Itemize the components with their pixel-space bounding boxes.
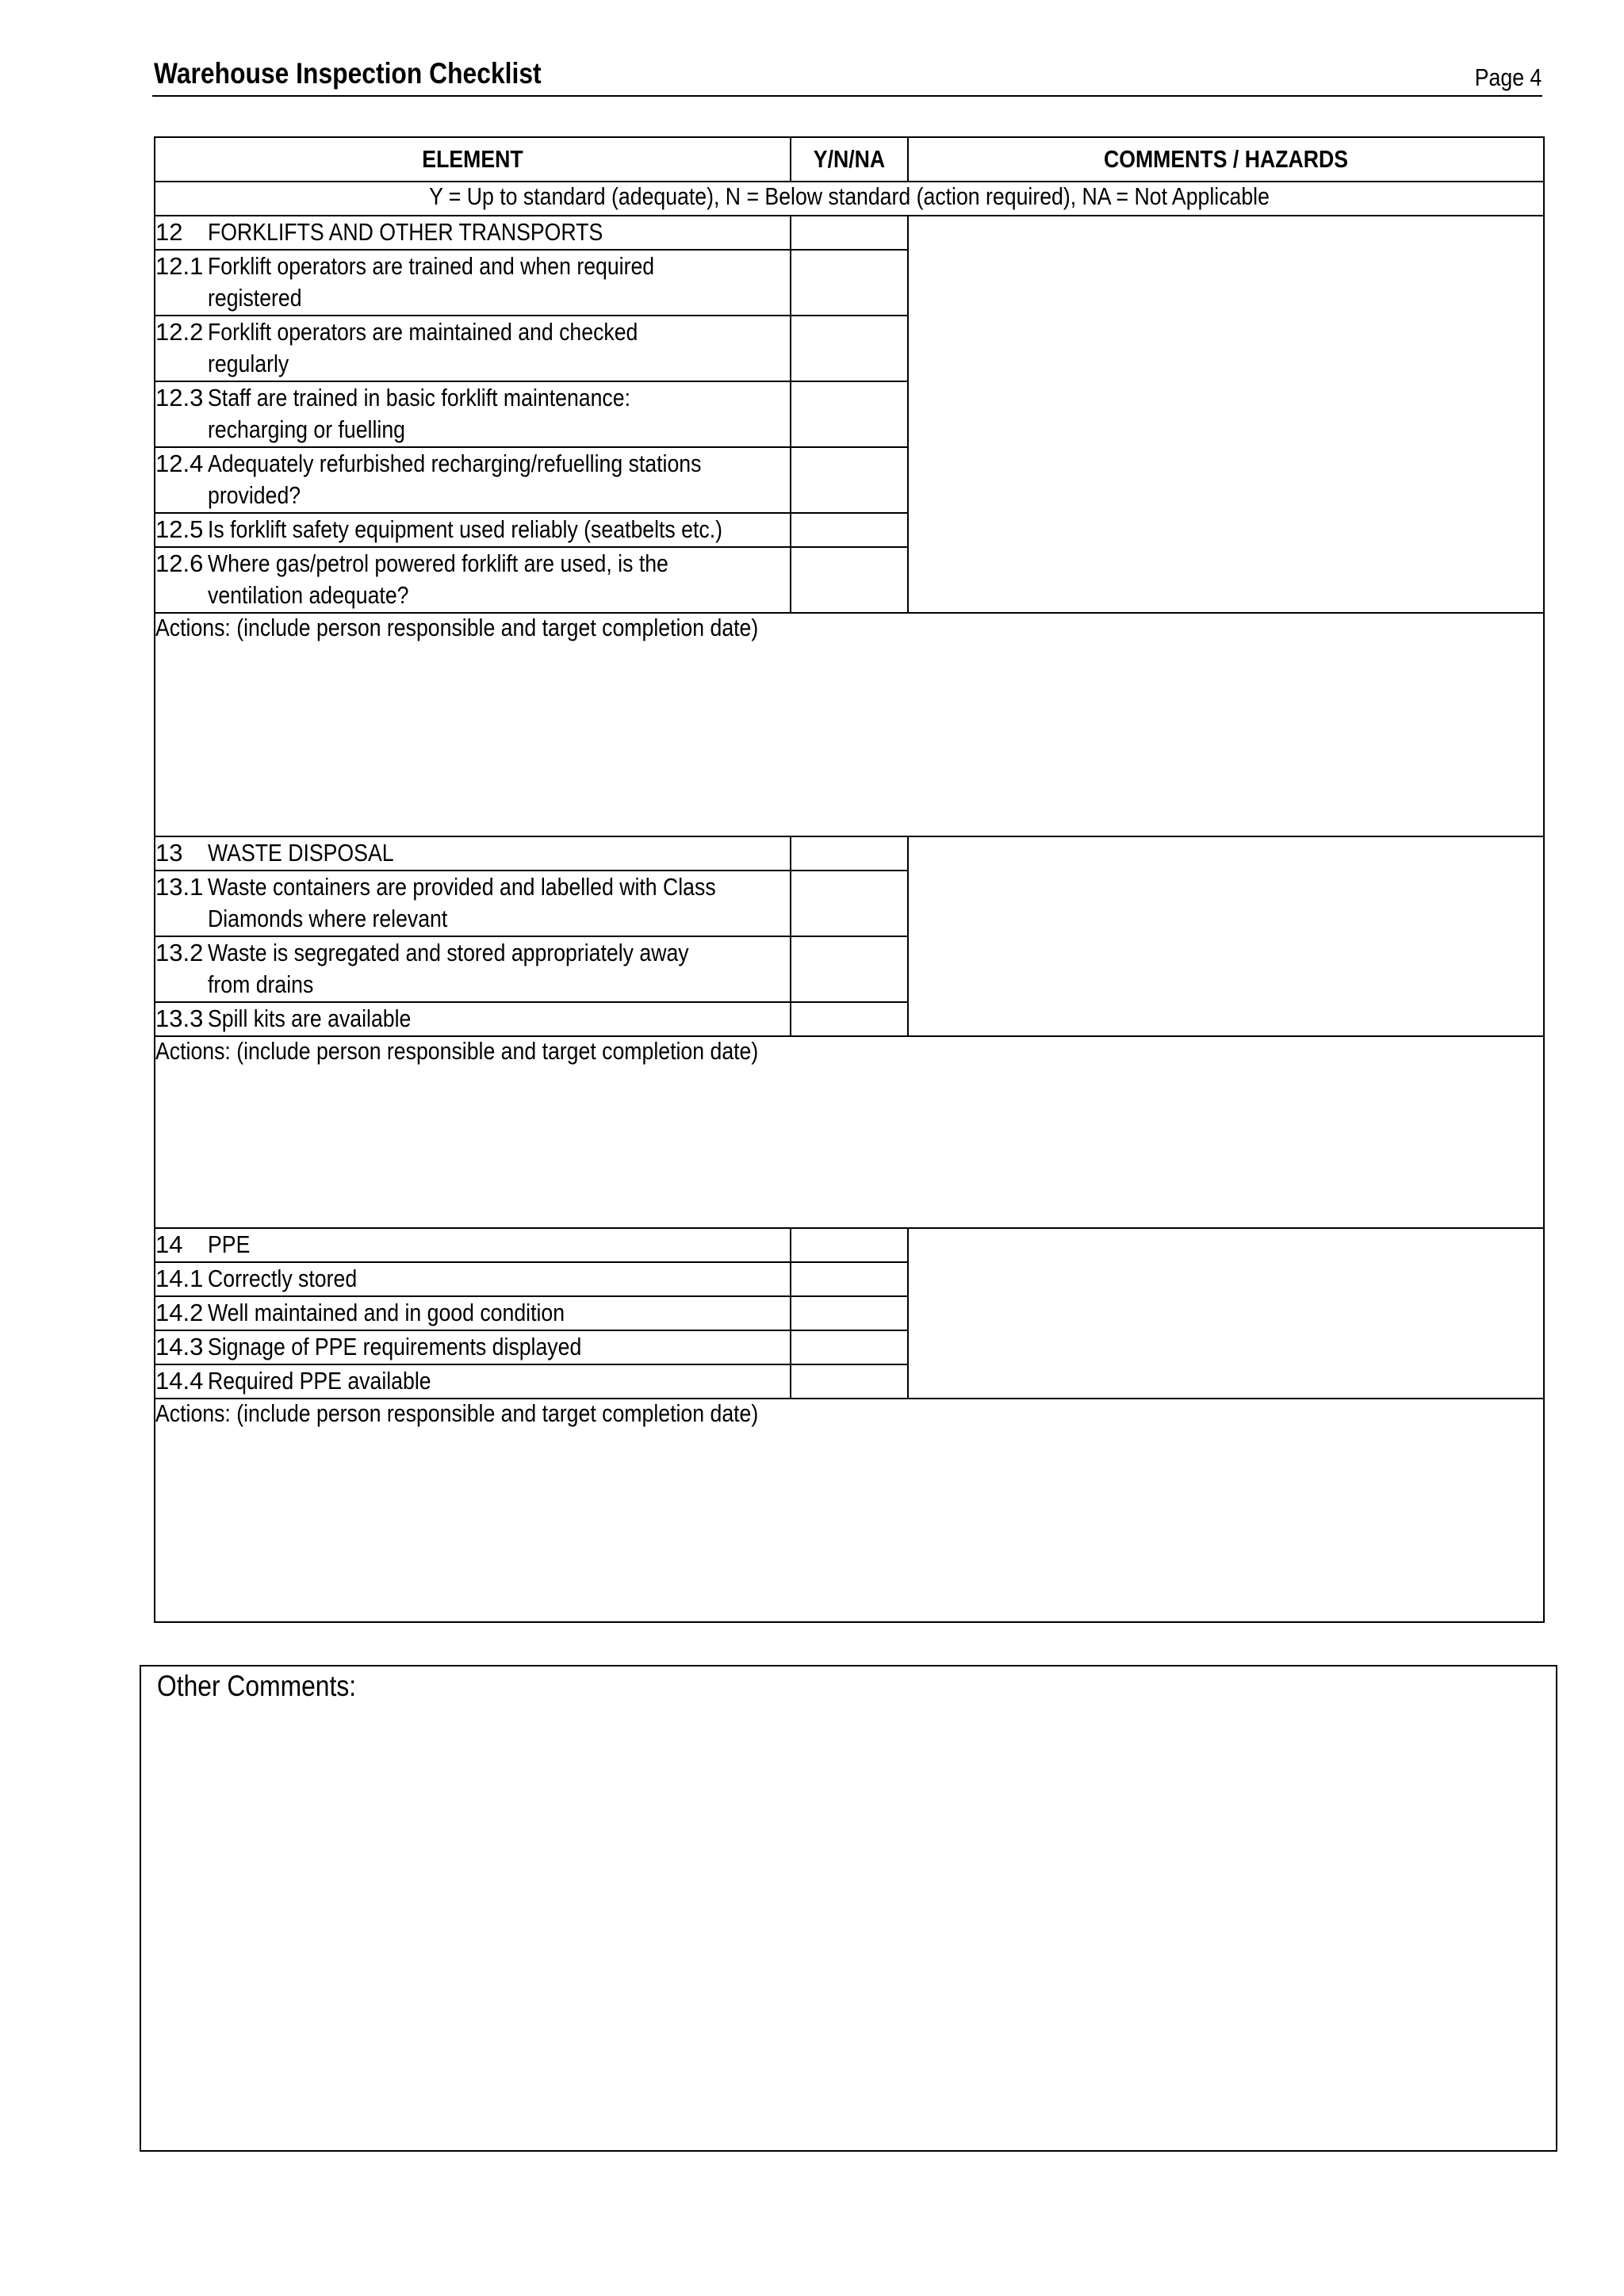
section-title: FORKLIFTS AND OTHER TRANSPORTS xyxy=(208,218,603,246)
item-text-line: Waste containers are provided and labelled with Class xyxy=(208,873,716,901)
yn-input-cell[interactable] xyxy=(791,316,908,381)
column-header-yn: Y/N/NA xyxy=(791,137,908,182)
item-text-line: Signage of PPE requirements displayed xyxy=(208,1333,582,1360)
item-number: 14.4 xyxy=(155,1367,204,1395)
item-text-line: registered xyxy=(208,284,302,312)
item-number: 12.2 xyxy=(155,318,204,346)
item-description xyxy=(155,1296,791,1330)
section-heading-row xyxy=(155,1228,1544,1262)
item-text-line: Diamonds where relevant xyxy=(208,905,448,932)
item-number: 13.1 xyxy=(155,873,204,901)
column-header-comments: COMMENTS / HAZARDS xyxy=(908,137,1544,182)
item-description xyxy=(155,547,791,613)
actions-row xyxy=(155,613,1544,836)
item-text-line: Waste is segregated and stored appropriately away xyxy=(208,939,689,966)
actions-label: Actions: (include person responsible and target completion date) xyxy=(155,614,759,641)
item-text-line: provided? xyxy=(208,481,301,509)
other-comments-label: Other Comments: xyxy=(157,1670,357,1702)
item-number: 14.2 xyxy=(155,1299,204,1326)
comments-hazards-cell[interactable] xyxy=(908,1228,1544,1399)
actions-row xyxy=(155,1036,1544,1228)
checklist-table xyxy=(154,136,1545,1623)
item-description xyxy=(155,936,791,1002)
item-description xyxy=(155,1002,791,1036)
actions-label: Actions: (include person responsible and target completion date) xyxy=(155,1399,759,1427)
yn-input-cell[interactable] xyxy=(791,936,908,1002)
yn-input-cell[interactable] xyxy=(791,447,908,513)
comments-hazards-cell[interactable] xyxy=(908,836,1544,1036)
item-description xyxy=(155,513,791,547)
comments-hazards-cell[interactable] xyxy=(908,216,1544,613)
item-text-line: Forklift operators are maintained and checked xyxy=(208,318,638,346)
item-text-line: ventilation adequate? xyxy=(208,581,409,609)
item-text-line: Adequately refurbished recharging/refuelling stations xyxy=(208,450,702,477)
yn-input-cell[interactable] xyxy=(791,381,908,447)
section-heading-row xyxy=(155,216,1544,250)
item-description xyxy=(155,381,791,447)
item-description xyxy=(155,447,791,513)
yn-input-cell[interactable] xyxy=(791,1262,908,1296)
section-heading-row xyxy=(155,836,1544,871)
yn-input-cell[interactable] xyxy=(791,547,908,613)
item-text-line: Required PPE available xyxy=(208,1367,431,1395)
item-number: 14.3 xyxy=(155,1333,204,1360)
section-title: WASTE DISPOSAL xyxy=(208,839,394,867)
item-number: 13 xyxy=(155,839,183,867)
page-title: Warehouse Inspection Checklist xyxy=(154,57,542,90)
item-number: 12.6 xyxy=(155,549,204,577)
item-text-line: Where gas/petrol powered forklift are used, is the xyxy=(208,549,668,577)
item-text-line: Well maintained and in good condition xyxy=(208,1299,565,1326)
header-rule xyxy=(152,95,1542,97)
item-text-line: Spill kits are available xyxy=(208,1004,412,1032)
section-heading xyxy=(155,836,791,871)
yn-input-cell[interactable] xyxy=(791,1002,908,1036)
yn-input-cell[interactable] xyxy=(791,216,908,250)
actions-row xyxy=(155,1399,1544,1622)
item-description xyxy=(155,250,791,316)
actions-input-area[interactable] xyxy=(155,1036,1544,1228)
item-number: 12.4 xyxy=(155,450,204,477)
yn-input-cell[interactable] xyxy=(791,836,908,871)
other-comments-box[interactable] xyxy=(140,1665,1557,2152)
item-number: 12.5 xyxy=(155,515,204,543)
item-number: 13.2 xyxy=(155,939,204,966)
actions-input-area[interactable] xyxy=(155,1399,1544,1622)
item-text-line: Staff are trained in basic forklift maintenance: xyxy=(208,384,630,411)
item-number: 12.3 xyxy=(155,384,204,411)
item-description xyxy=(155,1262,791,1296)
yn-input-cell[interactable] xyxy=(791,871,908,936)
item-number: 14 xyxy=(155,1230,183,1258)
item-text-line: from drains xyxy=(208,970,314,998)
item-description xyxy=(155,1330,791,1364)
actions-label: Actions: (include person responsible and target completion date) xyxy=(155,1037,759,1065)
item-description xyxy=(155,316,791,381)
item-description xyxy=(155,871,791,936)
item-number: 14.1 xyxy=(155,1265,204,1292)
yn-input-cell[interactable] xyxy=(791,513,908,547)
section-title: PPE xyxy=(208,1230,251,1258)
item-text-line: regularly xyxy=(208,350,289,377)
item-text-line: recharging or fuelling xyxy=(208,415,405,443)
item-text-line: Correctly stored xyxy=(208,1265,358,1292)
item-number: 12 xyxy=(155,218,183,246)
item-description xyxy=(155,1364,791,1399)
yn-input-cell[interactable] xyxy=(791,1228,908,1262)
column-header-element: ELEMENT xyxy=(155,137,791,182)
item-number: 13.3 xyxy=(155,1004,204,1032)
yn-input-cell[interactable] xyxy=(791,1330,908,1364)
section-heading xyxy=(155,216,791,250)
yn-input-cell[interactable] xyxy=(791,1296,908,1330)
yn-input-cell[interactable] xyxy=(791,1364,908,1399)
item-text-line: Forklift operators are trained and when required xyxy=(208,252,655,280)
section-heading xyxy=(155,1228,791,1262)
item-number: 12.1 xyxy=(155,252,204,280)
item-text-line: Is forklift safety equipment used reliably (seatbelts etc.) xyxy=(208,515,723,543)
yn-input-cell[interactable] xyxy=(791,250,908,316)
legend-row: Y = Up to standard (adequate), N = Below standard (action required), NA = Not Applicable xyxy=(155,182,1544,216)
actions-input-area[interactable] xyxy=(155,613,1544,836)
page-number: Page 4 xyxy=(1474,63,1542,91)
